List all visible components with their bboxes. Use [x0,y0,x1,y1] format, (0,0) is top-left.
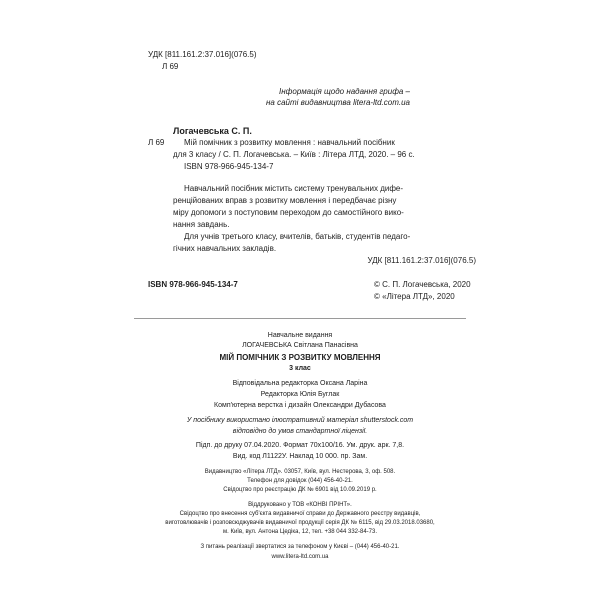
license-line: відповідно до умов стандартної ліцензії. [232,428,368,435]
print-line: Підп. до друку 07.04.2020. Формат 70х100/16. Ум. друк. арк. 7,8. [195,442,405,449]
printer-line: м. Київ, вул. Антона Цедіка, 12, тел. +38 044 332-84-73. [222,529,377,535]
website-link[interactable]: www.litera-ltd.com.ua [271,554,329,560]
copyright-publisher: © «Літера ЛТД», 2020 [374,292,455,301]
record-title-line: для 3 класу / С. П. Логачевська. – Київ : Літера ЛТД, 2020. – 96 с. [173,150,415,159]
printer-line: виготовлювачів і розповсюджувачів видавничої продукції серія ДК № 6115, від 29.03.2018.03680, [165,520,435,526]
edition-type: Навчальне видання [267,332,333,339]
print-line: Вид. код Л1122У. Наклад 10 000. пр. Зам. [232,453,368,460]
publisher-line: Телефон для довідок (044) 456-40-21. [247,478,353,484]
grif-line-2: на сайті видавництва litera-ltd.com.ua [266,98,410,107]
record-author: Логачевська С. П. [173,126,252,136]
printer-line: Свідоцтво про внесення суб'єкта видавничої справи до Державного реєстру видавців, [179,511,421,517]
book-title: МІЙ ПОМІЧНИК З РОЗВИТКУ МОВЛЕННЯ [219,353,381,362]
annotation-line: Навчальний посібник містить систему тренувальних дифе- [184,184,404,193]
record-udk: УДК [811.161.2:37.016](076.5) [367,256,476,265]
grif-line-1: Інформація щодо надання грифа – [278,87,410,96]
annotation-line: міру допомоги з поступовим переходом до самостійного вико- [173,208,404,217]
isbn: ISBN 978-966-945-134-7 [148,280,238,289]
annotation-line: ренційованих вправ з розвитку мовлення і передбачає різну [173,196,397,205]
license-line: У посібнику використано ілюстративний матеріал shutterstock.com [186,417,414,424]
record-code: Л 69 [148,138,165,147]
annotation-line: гічних навчальних закладів. [173,244,277,253]
record-title-line: Мій помічник з розвитку мовлення : навчальний посібник [184,138,395,147]
record-isbn: ISBN 978-966-945-134-7 [184,162,274,171]
annotation-line: нання завдань. [173,220,230,229]
printer-line: Віддруковано у ТОВ «КОНВІ ПРІНТ». [248,502,352,508]
bbk-code: Л 69 [162,62,179,71]
publisher-line: Свідоцтво про реєстрацію ДК № 6901 від 10.09.2019 р. [223,487,377,493]
credit-line: Редакторка Юлія Буглак [260,391,340,398]
copyright-author: © С. П. Логачевська, 2020 [374,280,471,289]
credit-line: Відповідальна редакторка Оксана Ларіна [232,380,368,387]
sales-line: З питань реалізації звертатися за телефоном у Києві – (044) 456-40-21. [200,544,400,550]
author-full: ЛОГАЧЕВСЬКА Світлана Панасівна [242,342,358,349]
udk-code: УДК [811.161.2:37.016](076.5) [148,50,257,59]
grade: 3 клас [289,365,311,372]
credit-line: Комп'ютерна верстка і дизайн Олександри Дубасова [214,402,386,409]
annotation-line: Для учнів третього класу, вчителів, батьків, студентів педаго- [184,232,411,241]
divider [134,318,466,319]
publisher-line: Видавництво «Літера ЛТД». 03057, Київ, вул. Нестерова, 3, оф. 508. [204,469,396,475]
